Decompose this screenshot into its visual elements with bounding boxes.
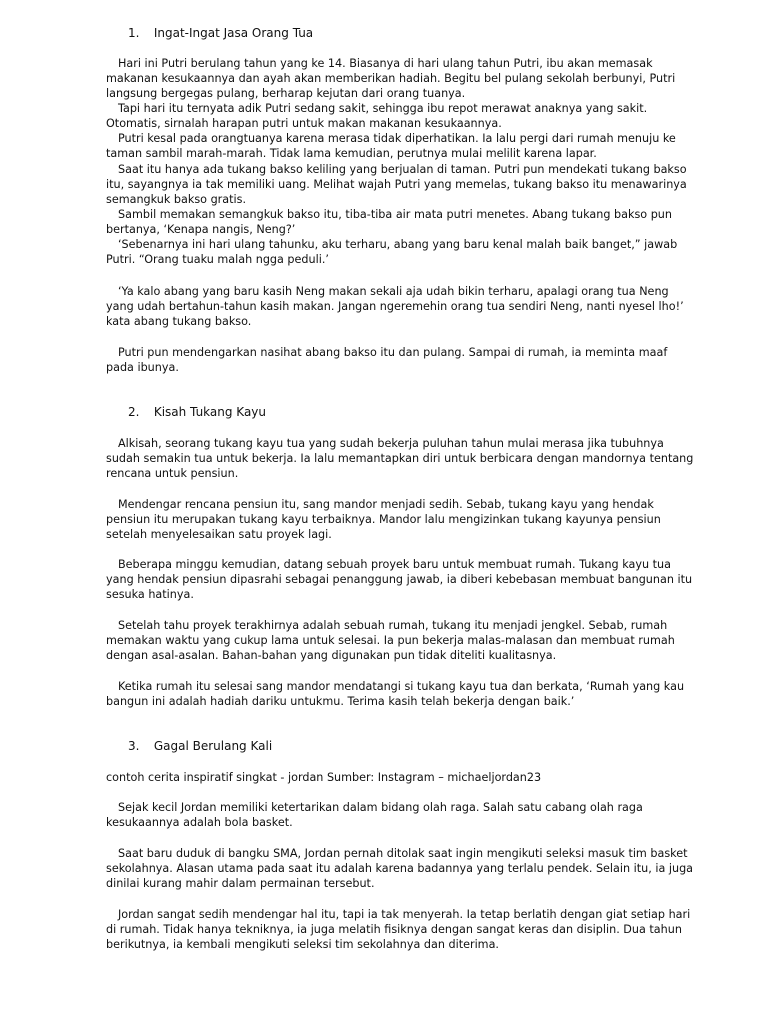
section-3-number: 3.: [128, 739, 140, 753]
paragraph: Setelah tahu proyek terakhirnya adalah sebuah rumah, tukang itu menjadi jengkel. Sebab, rumah memakan waktu yang cukup lama untuk selesai. Ia pun bekerja malas-malasan dan membuat rumah dengan asal-asalan. Bahan-bahan yang digunakan pun tidak diteliti kualitasnya.: [106, 619, 675, 663]
section-2-title: Kisah Tukang Kayu: [153, 405, 267, 419]
paragraph: Alkisah, seorang tukang kayu tua yang sudah bekerja puluhan tahun mulai merasa jika tubuhnya sudah semakin tua untuk bekerja. Ia lalu memantapkan diri untuk berbicara dengan mandornya tentang rencana untuk pensiun.: [106, 437, 694, 481]
paragraph: Putri pun mendengarkan nasihat abang bakso itu dan pulang. Sampai di rumah, ia meminta maaf pada ibunya.: [106, 346, 668, 375]
paragraph: Putri kesal pada orangtuanya karena merasa tidak diperhatikan. Ia lalu pergi dari rumah menuju ke taman sambil marah-marah. Tidak lama kemudian, perutnya mulai melilit karena lapar.: [106, 132, 676, 161]
paragraph: ‘Ya kalo abang yang baru kasih Neng makan sekali aja udah bikin terharu, apalagi orang tua Neng yang udah bertahun-tahun kasih makan. Jangan ngeremehin orang tua sendiri Neng, nanti nyesel lho!’ kata abang tukang bakso.: [106, 285, 684, 329]
paragraph: Ketika rumah itu selesai sang mandor mendatangi si tukang kayu tua dan berkata, ‘Rumah yang kau bangun ini adalah hadiah dariku untukmu. Terima kasih telah bekerja dengan baik.’: [106, 680, 685, 709]
paragraph: Sambil memakan semangkuk bakso itu, tiba-tiba air mata putri menetes. Abang tukang bakso pun bertanya, ‘Kenapa nangis, Neng?’: [106, 208, 672, 237]
section-3-title: Gagal Berulang Kali: [153, 739, 273, 753]
paragraph: Mendengar rencana pensiun itu, sang mandor menjadi sedih. Sebab, tukang kayu yang hendak pensiun itu merupakan tukang kayu terbaiknya. Mandor lalu mengizinkan tukang kayunya pensiun setelah menyelesaikan satu proyek lagi.: [106, 498, 661, 542]
paragraph: Tapi hari itu ternyata adik Putri sedang sakit, sehingga ibu repot merawat anaknya yang sakit. Otomatis, sirnalah harapan putri untuk makan makanan kesukaannya.: [106, 102, 648, 131]
paragraph: Hari ini Putri berulang tahun yang ke 14. Biasanya di hari ulang tahun Putri, ibu akan memasak makanan kesukaannya dan ayah akan memberikan hadiah. Begitu bel pulang sekolah berbunyi, Putri langsung bergegas pulang, berharap kejutan dari orang tuanya.: [106, 57, 676, 101]
paragraph: Sejak kecil Jordan memiliki ketertarikan dalam bidang olah raga. Salah satu cabang olah raga kesukaannya adalah bola basket.: [106, 801, 643, 830]
paragraph: Beberapa minggu kemudian, datang sebuah proyek baru untuk membuat rumah. Tukang kayu tua yang hendak pensiun dipasrahi sebagai penanggung jawab, ia diberi kebebasan membuat bangunan itu sesuka hatinya.: [106, 558, 693, 602]
paragraph: ‘Sebenarnya ini hari ulang tahunku, aku terharu, abang yang baru kenal malah baik banget,” jawab Putri. “Orang tuaku malah ngga peduli.’: [106, 238, 678, 267]
paragraph: Saat itu hanya ada tukang bakso keliling yang berjualan di taman. Putri pun mendekati tukang bakso itu, sayangnya ia tak memiliki uang. Melihat wajah Putri yang memelas, tukang bakso itu menawarinya semangkuk bakso gratis.: [106, 163, 687, 207]
section-2-heading: [128, 404, 266, 420]
section-1-heading: [128, 25, 313, 41]
section-1-number: 1.: [128, 26, 140, 40]
section-3-heading: [128, 738, 272, 754]
paragraph: Saat baru duduk di bangku SMA, Jordan pernah ditolak saat ingin mengikuti seleksi masuk tim basket sekolahnya. Alasan utama pada saat itu adalah karena badannya yang terlalu pendek. Selain itu, ia juga dinilai kurang mahir dalam permainan tersebut.: [106, 847, 694, 891]
paragraph: Jordan sangat sedih mendengar hal itu, tapi ia tak menyerah. Ia tetap berlatih dengan giat setiap hari di rumah. Tidak hanya tekniknya, ia juga melatih fisiknya dengan sangat keras dan disiplin. Dua tahun berikutnya, ia kembali mengikuti seleksi tim sekolahnya dan diterima.: [106, 908, 691, 952]
image-caption: contoh cerita inspiratif singkat - jordan Sumber: Instagram – michaeljordan23: [106, 771, 542, 784]
section-1-title: Ingat-Ingat Jasa Orang Tua: [153, 26, 314, 40]
section-2-number: 2.: [128, 405, 140, 419]
